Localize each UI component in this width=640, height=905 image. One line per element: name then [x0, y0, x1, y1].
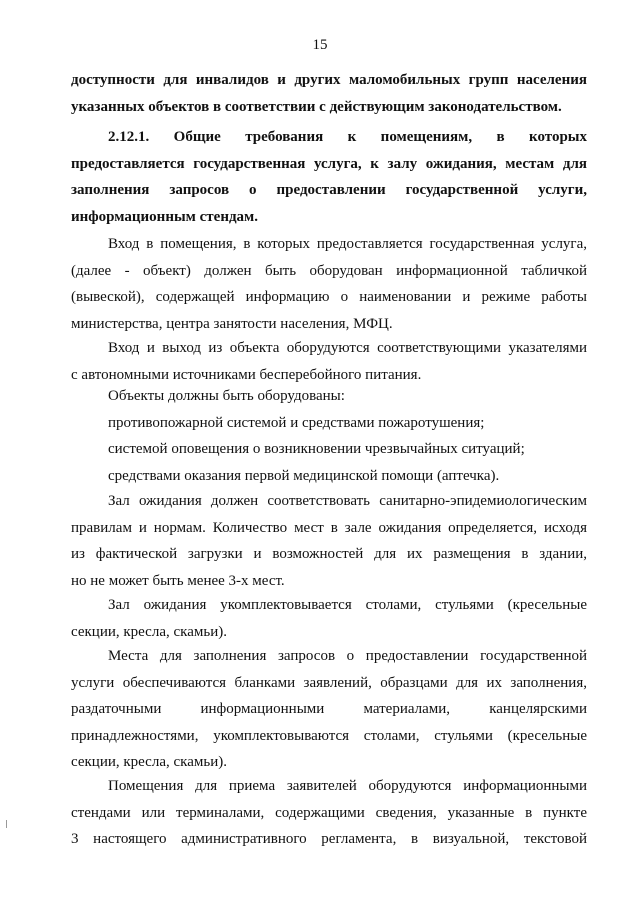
heading-line: информационным стендам. [71, 208, 259, 225]
paragraph-line: раздаточными информационными материалами, канцелярскими [71, 701, 587, 717]
intro-line: доступности для инвалидов и других маломобильных групп населения [71, 72, 587, 88]
heading-line: заполнения запросов о предоставлении государственной услуги, [71, 182, 587, 198]
intro-line: указанных объектов в соответствии с действующим законодательством. [71, 98, 562, 115]
paragraph-line: услуги обеспечиваются бланками заявлений, образцами для их заполнения, [71, 674, 587, 691]
paragraph-line: принадлежностями, укомплектовываются столами, стульями (кресельные [71, 727, 587, 744]
equipment-item: системой оповещения о возникновении чрезвычайных ситуаций; [108, 441, 525, 457]
equipment-list [71, 383, 587, 489]
paragraph-waiting-hall [71, 488, 587, 594]
paragraph-line: из фактической загрузки и возможностей для их размещения в здании, [71, 546, 587, 562]
paragraph-waiting-furniture [71, 592, 587, 645]
heading-line: 2.12.1. Общие требования к помещениям, в которых [108, 129, 587, 145]
section-heading [71, 124, 587, 230]
paragraph-line: Вход и выход из объекта оборудуются соответствующими указателями [108, 340, 587, 356]
paragraph-entrance [71, 231, 587, 337]
paragraph-line: секции, кресла, скамьи). [71, 623, 227, 640]
paragraph-line: правилам и нормам. Количество мест в зале ожидания определяется, исходя [71, 519, 587, 536]
paragraph-request-places [71, 643, 587, 776]
intro-block [71, 67, 587, 120]
equipment-intro: Объекты должны быть оборудованы: [108, 388, 345, 404]
heading-line: предоставляется государственная услуга, к залу ожидания, местам для [71, 155, 587, 172]
equipment-item: противопожарной системой и средствами пожаротушения; [108, 414, 485, 431]
paragraph-exit [71, 335, 587, 388]
paragraph-line: Зал ожидания укомплектовывается столами, стульями (кресельные [108, 597, 587, 613]
paragraph-line: (вывеской), содержащей информацию о наименовании и режиме работы [71, 289, 587, 305]
paragraph-line: секции, кресла, скамьи). [71, 754, 227, 770]
paragraph-line: с автономными источниками бесперебойного питания. [71, 366, 422, 383]
paragraph-line: Помещения для приема заявителей оборудуются информационными [108, 778, 587, 794]
page-number: 15 [312, 37, 328, 53]
paragraph-line: Места для заполнения запросов о предоставлении государственной [108, 648, 587, 664]
paragraph-line: Зал ожидания должен соответствовать санитарно-эпидемиологическим [108, 493, 587, 509]
paragraph-line: стендами или терминалами, содержащими сведения, указанные в пункте [71, 804, 587, 821]
paragraph-line: (далее - объект) должен быть оборудован информационной табличкой [71, 262, 587, 279]
paragraph-info-stands [71, 773, 587, 853]
paragraph-line: 3 настоящего административного регламента, в визуальной, текстовой [71, 831, 587, 847]
paragraph-line: министерства, центра занятости населения, МФЦ. [71, 315, 393, 332]
equipment-item: средствами оказания первой медицинской помощи (аптечка). [108, 467, 500, 484]
scan-margin-mark [6, 820, 7, 828]
paragraph-line: Вход в помещения, в которых предоставляется государственная услуга, [108, 236, 587, 252]
paragraph-line: но не может быть менее 3-х мест. [71, 572, 285, 589]
